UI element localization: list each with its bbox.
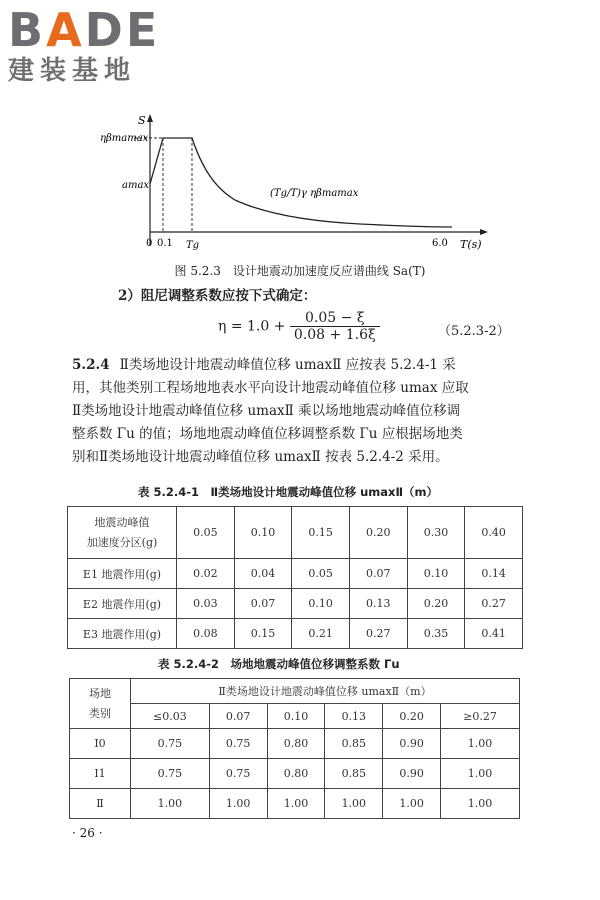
table2-span-header: Ⅱ类场地设计地震动峰值位移 umaxⅡ（m） bbox=[131, 679, 520, 704]
y-peak-label: ηβmamax bbox=[100, 133, 149, 144]
table-cell: 0.75 bbox=[131, 729, 210, 759]
table1-caption: 表 5.2.4-1 Ⅱ类场地设计地震动峰值位移 umaxⅡ（m） bbox=[138, 485, 439, 499]
bade-logo bbox=[8, 3, 178, 86]
table-row bbox=[70, 729, 520, 759]
y-axis-label: S bbox=[138, 114, 146, 127]
table-cell: 0.80 bbox=[267, 729, 325, 759]
table2-header-cell: 0.10 bbox=[267, 704, 325, 729]
table2-caption: 表 5.2.4-2 场地地震动峰值位移调整系数 Γu bbox=[158, 657, 400, 671]
table-cell: 1.00 bbox=[267, 789, 325, 819]
logo-wordmark: BADE bbox=[8, 3, 161, 57]
table2-span-header-row bbox=[70, 679, 520, 704]
item-2: 2）阻尼调整系数应按下式确定： bbox=[118, 288, 317, 304]
equation-number: （5.2.3-2） bbox=[438, 324, 510, 339]
table1-header-cell: 0.10 bbox=[234, 507, 292, 559]
table-cell: 0.90 bbox=[383, 729, 441, 759]
formula-fraction bbox=[290, 310, 380, 343]
row-label: E2 地震作用(g) bbox=[68, 589, 177, 619]
table-cell: 1.00 bbox=[441, 789, 520, 819]
y-amax-label: amax bbox=[122, 180, 150, 191]
table-cell: 0.90 bbox=[383, 759, 441, 789]
x-axis-label: T(s) bbox=[460, 238, 482, 251]
row-label: E1 地震作用(g) bbox=[68, 559, 177, 589]
table-row bbox=[70, 759, 520, 789]
page-number: · 26 · bbox=[72, 826, 103, 840]
table-cell: 0.15 bbox=[234, 619, 292, 649]
table-row bbox=[68, 619, 523, 649]
table-cell: 0.20 bbox=[407, 589, 465, 619]
row-label: I1 bbox=[70, 759, 131, 789]
section-line-1: Ⅱ类场地设计地震动峰值位移 umaxⅡ 应按表 5.2.4-1 采 bbox=[119, 357, 456, 373]
table-cell: 0.13 bbox=[349, 589, 407, 619]
table-5-2-4-1 bbox=[67, 506, 523, 649]
table-cell: 0.08 bbox=[177, 619, 235, 649]
table-cell: 0.07 bbox=[349, 559, 407, 589]
figure-caption: 图 5.2.3 设计地震动加速度反应谱曲线 Sa(T) bbox=[174, 264, 426, 278]
table2-header-cell: ≤0.03 bbox=[131, 704, 210, 729]
table-cell: 0.27 bbox=[465, 589, 523, 619]
formula-numerator: 0.05 − ξ bbox=[290, 310, 380, 327]
table-cell: 0.10 bbox=[407, 559, 465, 589]
spectrum-curve bbox=[150, 138, 452, 227]
section-line-4: 整系数 Γu 的值；场地地震动峰值位移调整系数 Γu 应根据场地类 bbox=[72, 426, 463, 442]
table-cell: 1.00 bbox=[131, 789, 210, 819]
row-label: I0 bbox=[70, 729, 131, 759]
x-axis-arrow bbox=[480, 229, 488, 235]
logo-subtitle: 建装基地 bbox=[8, 56, 137, 86]
section-number: 5.2.4 bbox=[72, 357, 110, 373]
table-cell: 1.00 bbox=[209, 789, 267, 819]
row-label: E3 地震作用(g) bbox=[68, 619, 177, 649]
x-tick-tg: Tg bbox=[186, 240, 200, 251]
table-row bbox=[68, 589, 523, 619]
table-cell: 0.35 bbox=[407, 619, 465, 649]
table1-header-cell: 0.15 bbox=[292, 507, 350, 559]
x-tick-0: 0 bbox=[146, 238, 153, 249]
curve-label: (Tg/T)γ ηβmamax bbox=[270, 188, 359, 199]
table2-header-label: 场地 类别 bbox=[70, 679, 131, 729]
y-axis-arrow bbox=[147, 114, 153, 122]
table-cell: 0.02 bbox=[177, 559, 235, 589]
table1-header-cell: 0.20 bbox=[349, 507, 407, 559]
table-cell: 0.21 bbox=[292, 619, 350, 649]
table-row bbox=[70, 789, 520, 819]
table-cell: 0.75 bbox=[209, 729, 267, 759]
table-cell: 0.75 bbox=[209, 759, 267, 789]
table-cell: 0.05 bbox=[292, 559, 350, 589]
table-cell: 0.10 bbox=[292, 589, 350, 619]
table1-header-cell: 0.40 bbox=[465, 507, 523, 559]
table1-header-cell: 0.30 bbox=[407, 507, 465, 559]
x-tick-01: 0.1 bbox=[157, 238, 173, 249]
table2-header-cell: 0.13 bbox=[325, 704, 383, 729]
table1-header-row bbox=[68, 507, 523, 559]
table-cell: 0.27 bbox=[349, 619, 407, 649]
x-tick-6: 6.0 bbox=[432, 238, 448, 249]
table2-header-cell: 0.07 bbox=[209, 704, 267, 729]
section-5-2-4 bbox=[72, 354, 469, 469]
table2-header-cell: ≥0.27 bbox=[441, 704, 520, 729]
table2-header-cell: 0.20 bbox=[383, 704, 441, 729]
table-cell: 0.04 bbox=[234, 559, 292, 589]
row-label: Ⅱ bbox=[70, 789, 131, 819]
table-cell: 0.14 bbox=[465, 559, 523, 589]
table-cell: 1.00 bbox=[441, 759, 520, 789]
table-cell: 0.07 bbox=[234, 589, 292, 619]
formula-denominator: 0.08 + 1.6ξ bbox=[293, 327, 376, 343]
response-spectrum-figure bbox=[60, 108, 500, 256]
table2-header-row bbox=[70, 704, 520, 729]
table-cell: 0.75 bbox=[131, 759, 210, 789]
table-5-2-4-2 bbox=[69, 678, 520, 819]
table-cell: 1.00 bbox=[325, 789, 383, 819]
table-cell: 0.41 bbox=[465, 619, 523, 649]
section-line-2: 用，其他类别工程场地地表水平向设计地震动峰值位移 umax 应取 bbox=[72, 380, 469, 396]
section-line-3: Ⅱ类场地设计地震动峰值位移 umaxⅡ 乘以场地地震动峰值位移调 bbox=[72, 403, 461, 419]
table1-header-cell: 0.05 bbox=[177, 507, 235, 559]
formula-lhs: η = 1.0 + bbox=[218, 318, 286, 335]
section-line-5: 别和Ⅱ类场地设计地震动峰值位移 umaxⅡ 按表 5.2.4-2 采用。 bbox=[72, 449, 449, 465]
table-cell: 0.85 bbox=[325, 729, 383, 759]
damping-formula bbox=[218, 310, 380, 343]
table-cell: 1.00 bbox=[441, 729, 520, 759]
table-row bbox=[68, 559, 523, 589]
table1-header-label: 地震动峰值 加速度分区(g) bbox=[68, 507, 177, 559]
table-cell: 0.03 bbox=[177, 589, 235, 619]
table-cell: 0.80 bbox=[267, 759, 325, 789]
table-cell: 1.00 bbox=[383, 789, 441, 819]
table-cell: 0.85 bbox=[325, 759, 383, 789]
